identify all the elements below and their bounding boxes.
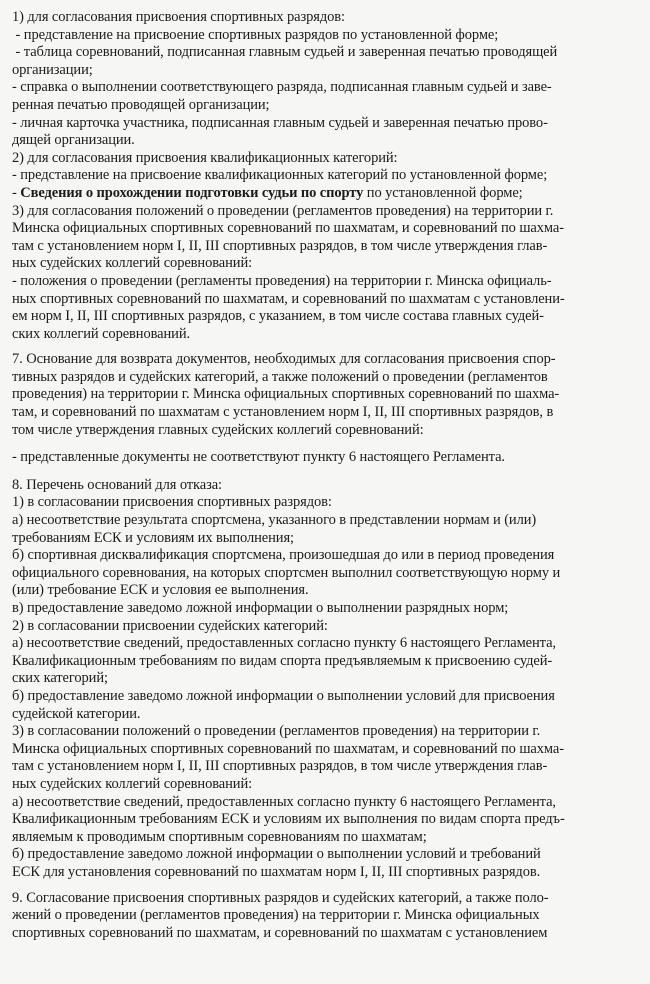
- text-line: дящей организации.: [12, 132, 135, 149]
- paragraph-gap: [12, 882, 638, 890]
- text-line: - справка о выполнении соответствующего разряда, подписанная главным судьей и заве-: [12, 79, 552, 96]
- text-line: в) предоставление заведомо ложной информации о выполнении разрядных норм;: [12, 600, 509, 616]
- text-line: ных спортивных соревнований по шахматам, и соревнований по шахматам с установлени-: [12, 290, 565, 307]
- text-line: Минска официальных спортивных соревнований по шахматам, и соревнований по шахма-: [12, 740, 564, 757]
- text-line: ских категорий;: [12, 670, 108, 687]
- text-line: жений о проведении (регламентов проведения) на территории г. Минска официальных: [12, 907, 540, 924]
- text-line: Квалификационным требованиям по видам спорта предъявляемым к присвоению судей-: [12, 652, 553, 669]
- text-line: 1) для согласования присвоения спортивных разрядов:: [12, 9, 345, 25]
- text-line: а) несоответствие сведений, предоставленных согласно пункту 6 настоящего Регламента,: [12, 793, 556, 810]
- text-line: ренная печатью проводящей организации;: [12, 96, 270, 113]
- text-line: - представление на присвоение квалификационных категорий по установленной форме;: [12, 167, 548, 184]
- text-line: б) спортивная дисквалификация спортсмена, произошедшая до или в период проведения: [12, 547, 555, 564]
- paragraph-gap: [12, 467, 638, 477]
- text-line: том числе утверждения главных судейских коллегий соревнований:: [12, 421, 424, 438]
- text-line: 3) в согласовании положений о проведении (регламентов проведения) на территории г.: [12, 723, 541, 740]
- text-line: - личная карточка участника, подписанная главным судьей и заверенная печатью прово-: [12, 114, 548, 131]
- text-line: [12, 185, 638, 203]
- text-line: тивных разрядов и судейских категорий, а также положений о проведении (регламентов: [12, 368, 548, 385]
- paragraph-gap: [12, 343, 638, 351]
- text-line: спортивных соревнований по шахматам, и соревнований по шахматам с установлением: [12, 924, 548, 941]
- text-line: б) предоставление заведомо ложной информации о выполнении условий для присвоения: [12, 687, 555, 704]
- text-line: ских коллегий соревнований.: [12, 325, 191, 342]
- text-line: ных судейских коллегий соревнований:: [12, 255, 253, 272]
- text-line: - представленные документы не соответствуют пункту 6 настоящего Регламента.: [12, 449, 505, 466]
- text-line: 2) в согласовании присвоении судейских категорий:: [12, 617, 328, 634]
- text-line: - положения о проведении (регламенты проведения) на территории г. Минска официаль-: [12, 272, 552, 289]
- text-line: а) несоответствие результата спортсмена, указанного в представлении нормам и (или): [12, 512, 537, 529]
- text-line: там с установлением норм I, II, III спортивных разрядов, в том числе утверждения глав-: [12, 758, 548, 775]
- text-line: (или) требование ЕСК и условия ее выполнения.: [12, 582, 309, 599]
- text-line: там, и соревнований по шахматам с установлением норм I, II, III спортивных разрядов, в: [12, 404, 554, 421]
- text-line: 8. Перечень оснований для отказа:: [12, 476, 222, 493]
- text-line: являемым к проводимым спортивным соревнованиям по шахматам;: [12, 828, 427, 845]
- text-line: - представление на присвоение спортивных разрядов по установленной форме;: [12, 26, 499, 43]
- text-line: требованиям ЕСК и условиям их выполнения;: [12, 529, 294, 546]
- text-line: организации;: [12, 61, 93, 78]
- text-line: б) предоставление заведомо ложной информации о выполнении условий и требований: [12, 846, 541, 863]
- text-line: 7. Основание для возврата документов, необходимых для согласования присвоения спор-: [12, 351, 556, 368]
- text-fragment: -: [12, 184, 21, 201]
- text-line: ЕСК для установления соревнований по шахматам норм I, II, III спортивных разрядов.: [12, 863, 541, 880]
- text-line: там с установлением норм I, II, III спортивных разрядов, в том числе утверждения глав-: [12, 237, 548, 254]
- paragraph-gap: [12, 439, 638, 449]
- text-line: 3) для согласования положений о проведении (регламентов проведения) на территории г.: [12, 202, 554, 219]
- text-line: - таблица соревнований, подписанная главным судьей и заверенная печатью проводящей: [12, 44, 558, 61]
- text-line: проведения) на территории г. Минска официальных спортивных соревнований по шахма-: [12, 386, 560, 403]
- text-line: 2) для согласования присвоения квалификационных категорий:: [12, 149, 398, 166]
- text-line: а) несоответствие сведений, предоставленных согласно пункту 6 настоящего Регламента,: [12, 635, 556, 652]
- text-line: судейской категории.: [12, 705, 141, 722]
- text-line: ных судейских коллегий соревнований:: [12, 775, 253, 792]
- bold-phrase: Сведения о прохождении подготовки судьи по спорту: [20, 184, 364, 201]
- text-line: Минска официальных спортивных соревнований по шахматам, и соревнований по шахма-: [12, 220, 564, 237]
- text-line: ем норм I, II, III спортивных разрядов, с указанием, в том числе состава главных судей-: [12, 308, 544, 325]
- text-fragment: по установленной форме;: [363, 184, 523, 201]
- text-line: Квалификационным требованиям ЕСК и условиям их выполнения по видам спорта предъ-: [12, 811, 565, 828]
- text-line: 9. Согласование присвоения спортивных разрядов и судейских категорий, а также поло-: [12, 889, 549, 906]
- text-line: официального соревнования, на которых спортсмен выполнил соответствующую норму и: [12, 564, 561, 581]
- text-line: 1) в согласовании присвоения спортивных разрядов:: [12, 494, 332, 511]
